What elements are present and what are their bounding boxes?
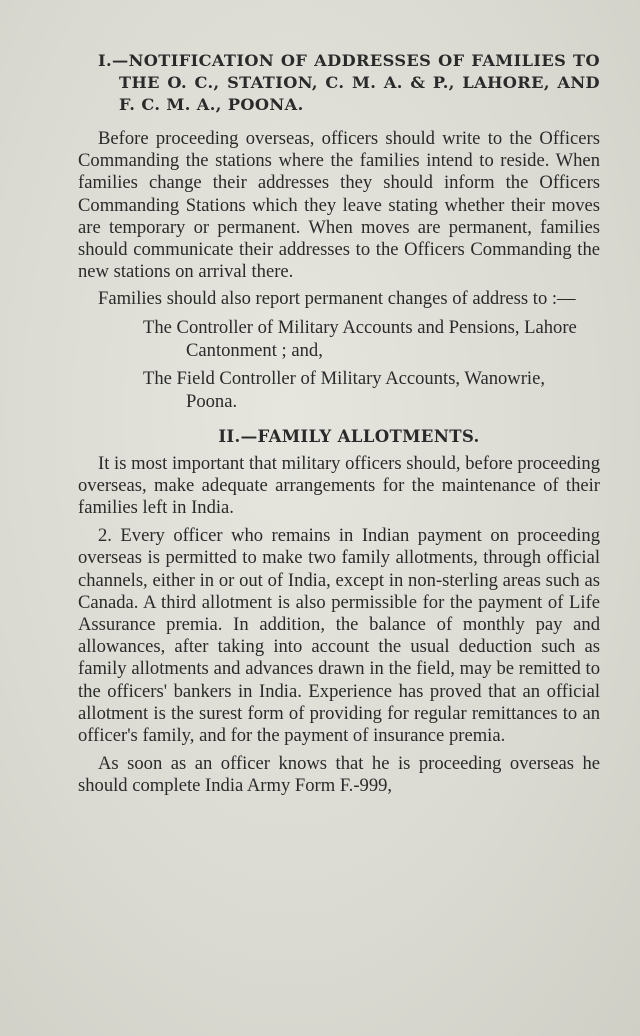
section-2-paragraph-1: It is most important that military officers should, before proceeding overseas, make adequate arrangements for the maintenance of their families left in India. xyxy=(78,452,600,519)
section-1-paragraph-1: Before proceeding overseas, officers should write to the Officers Commanding the stations where the families intend to reside. When families change their addresses they should inform the Officers Commanding Stations which they leave stating whether their moves are temporary or permanent. When moves are permanent, families should communicate their addresses to the Officers Commanding the new stations on arrival there. xyxy=(78,128,600,283)
document-page xyxy=(78,50,600,798)
section-2-paragraph-2: 2. Every officer who remains in Indian payment on proceeding overseas is permitted to make two family allotments, through official channels, either in or out of India, except in non-sterling areas such as Canada. A third allotment is also permissible for the payment of Life Assurance premia. In addition, the balance of monthly pay and allowances, after taking into account the usual deduction such as family allotments and advances drawn in the field, may be remitted to the officers' bankers in India. Experience has proved that an official allotment is the surest form of providing for regular remittances to an officer's family, and for the payment of insurance premia. xyxy=(78,525,600,747)
address-lahore: The Controller of Military Accounts and Pensions, Lahore Cantonment ; and, xyxy=(143,316,577,361)
address-poona: The Field Controller of Military Accounts, Wanowrie, Poona. xyxy=(143,367,545,412)
section-2-paragraph-3: As soon as an officer knows that he is proceeding overseas he should complete India Army Form F.-999, xyxy=(78,753,600,797)
section-1-heading: I.—NOTIFICATION OF ADDRESSES OF FAMILIES TO THE O. C., STATION, C. M. A. & P., LAHORE, AND F. C. M. A., POONA. xyxy=(98,51,600,114)
section-1-paragraph-2: Families should also report permanent changes of address to :— xyxy=(98,288,576,310)
section-2-heading: II.—FAMILY ALLOTMENTS. xyxy=(218,425,480,446)
